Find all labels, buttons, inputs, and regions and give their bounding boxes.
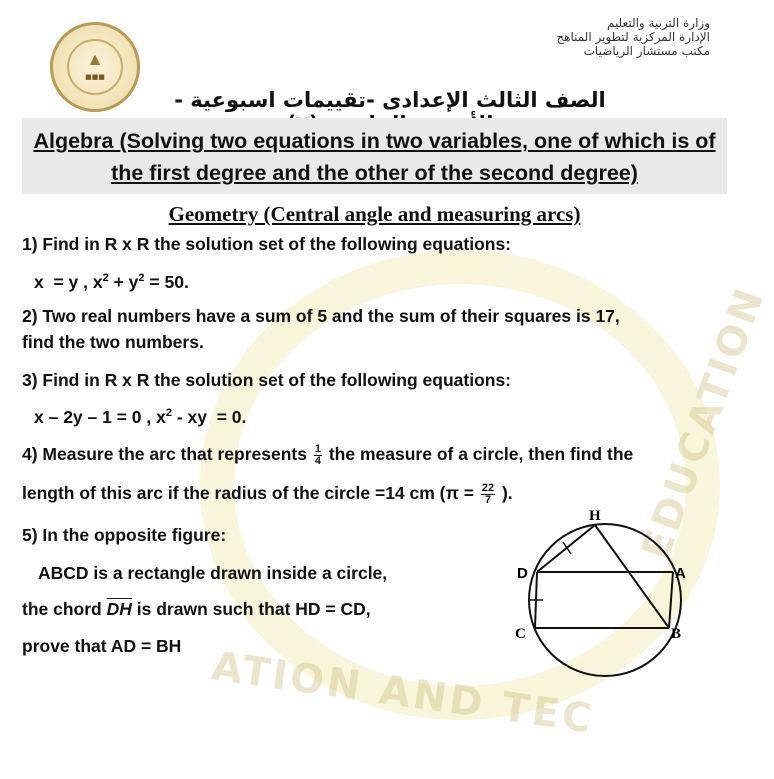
fraction-pi: $\frac{22}{7}$ bbox=[481, 481, 495, 506]
question-1-equations: x = y , $x^2 + y^2 = 50$. bbox=[34, 271, 189, 292]
ministry-line-1: وزارة التربية والتعليم bbox=[606, 16, 710, 30]
logo-emblem-band: ■■■ bbox=[85, 73, 105, 81]
question-5-text-a: the chord bbox=[22, 599, 102, 619]
question-2-line-2: find the two numbers. bbox=[22, 332, 204, 352]
chord-dh-label: $\overline{DH}$ bbox=[106, 599, 132, 619]
ministry-logo bbox=[50, 22, 140, 112]
question-5-text-b: is drawn such that HD = CD, bbox=[136, 599, 371, 619]
question-2-line-1: 2) Two real numbers have a sum of 5 and the sum of their squares is 17, bbox=[22, 306, 620, 326]
question-3: 3) Find in R x R the solution set of the following equations: bbox=[22, 370, 512, 390]
question-4-text-a: 4) Measure the arc that represents bbox=[22, 444, 307, 464]
algebra-topic: Algebra (Solving two equations in two variables, one of which is of the first degree and the other of the second degree) bbox=[33, 129, 716, 185]
circle-figure-svg bbox=[505, 508, 705, 668]
eagle-icon: ▲ bbox=[86, 49, 104, 69]
question-5-line-2: ABCD is a rectangle drawn inside a circle, bbox=[38, 563, 388, 583]
arabic-title: الصف الثالث الإعدادى -تقييمات اسبوعية - bbox=[174, 88, 606, 112]
label-c: C bbox=[515, 626, 526, 642]
question-5-line-3 bbox=[22, 596, 371, 622]
question-4-line-1 bbox=[22, 441, 633, 467]
logo-inner-ring bbox=[67, 39, 123, 95]
fraction-one-quarter: $\frac{1}{4}$ bbox=[314, 442, 321, 467]
label-d: D bbox=[517, 565, 528, 582]
question-1: 1) Find in R x R the solution set of the following equations: bbox=[22, 234, 512, 254]
question-4-text-d: ). bbox=[501, 483, 513, 503]
question-5-line-4: prove that AD = BH bbox=[22, 636, 182, 656]
ministry-line-2: الإدارة المركزية لتطوير المناهج bbox=[556, 30, 710, 44]
label-b: B bbox=[671, 626, 682, 642]
watermark-right-text: EDUCATION bbox=[632, 280, 774, 566]
tick-mark-dh bbox=[563, 542, 571, 554]
chord-dh bbox=[537, 525, 595, 572]
question-4-line-2 bbox=[22, 480, 513, 506]
segment-hb bbox=[595, 525, 669, 628]
geometry-topic: Geometry (Central angle and measuring arcs) bbox=[168, 202, 581, 226]
side-ab bbox=[669, 572, 673, 628]
question-5-line-1: 5) In the opposite figure: bbox=[22, 525, 227, 545]
circle bbox=[529, 524, 681, 676]
label-h: H bbox=[589, 508, 601, 524]
ministry-name bbox=[556, 16, 710, 58]
ministry-line-3: مكتب مستشار الرياضيات bbox=[583, 44, 710, 58]
question-4-text-c: length of this arc if the radius of the circle =14 cm (π = bbox=[22, 483, 474, 503]
circle-diagram bbox=[505, 508, 705, 668]
question-4-text-b: the measure of a circle, then find the bbox=[328, 444, 634, 464]
watermark-bottom-text: ATION AND TEC bbox=[208, 643, 598, 743]
label-a: A bbox=[675, 565, 686, 582]
question-3-equations: x – 2y – 1 = 0 , $x^2$ - xy = 0. bbox=[34, 406, 247, 427]
